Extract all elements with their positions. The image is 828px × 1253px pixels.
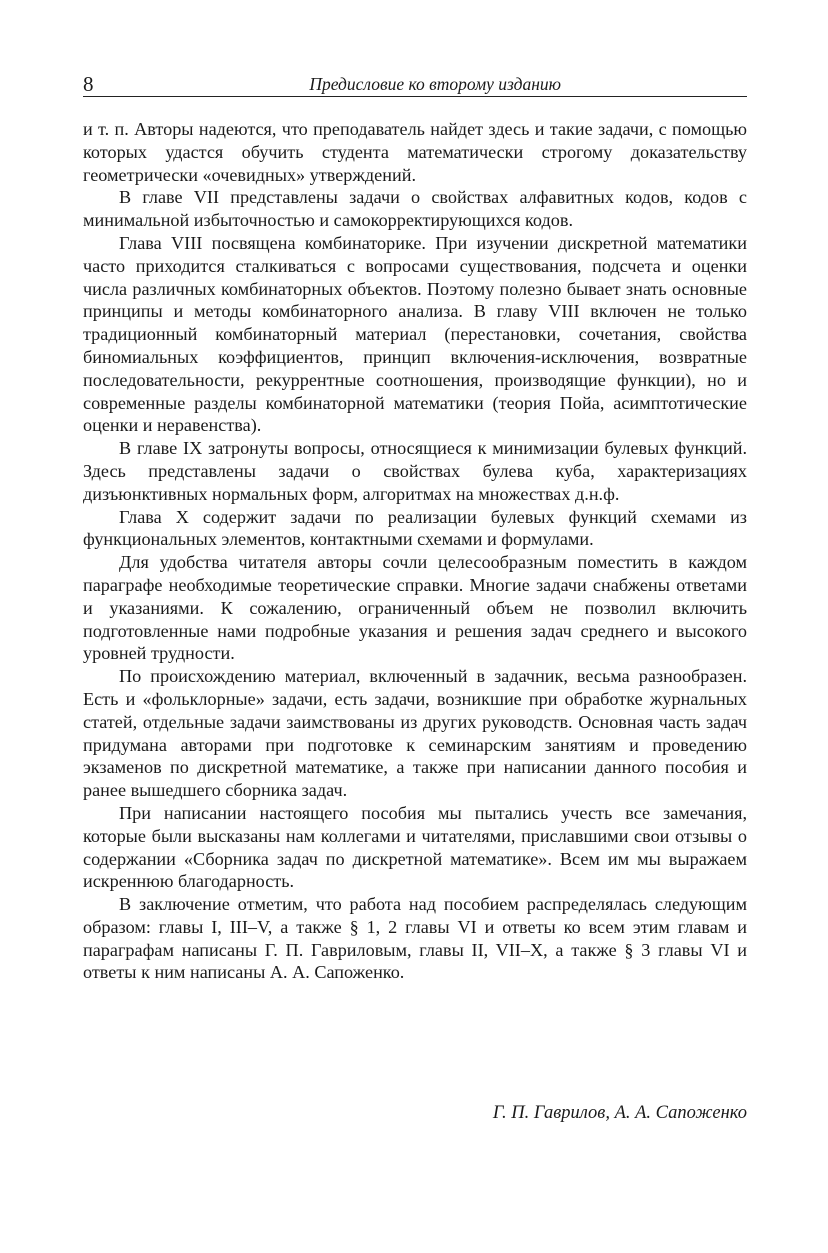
running-title: Предисловие ко второму изданию bbox=[309, 74, 561, 94]
paragraph-4: В главе IX затронуты вопросы, относящиеся к минимизации булевых функций. Здесь представлены задачи о свойствах булева куба, характеризациях дизъюнктивных нормальных форм, алгоритмах на множествах д.н.ф. bbox=[83, 438, 747, 504]
paragraph-3: Глава VIII посвящена комбинаторике. При изучении дискретной математики часто приходится сталкиваться с вопросами существования, подсчета и оценки числа различных комбинаторных объектов. Поэтому полезно бывает знать основные принципы и методы комбинаторного анализа. В главу VIII включен не только традиционный комбинаторный материал (перестановки, сочетания, свойства биномиальных коэффициентов, принцип включения-исключения, возвратные последовательности, рекуррентные соотношения, производящие функции), но и современные разделы комбинаторной математики (теория Пойа, асимптотические оценки и неравенства). bbox=[83, 232, 747, 436]
page-number: 8 bbox=[83, 72, 94, 96]
paragraph-1: и т. п. Авторы надеются, что преподаватель найдет здесь и такие задачи, с помощью которых удастся обучить студента математически строгому доказательству геометрически «очевидных» утверждений. bbox=[83, 119, 747, 185]
paragraph-7: По происхождению материал, включенный в задачник, весьма разнообразен. Есть и «фольклорные» задачи, есть задачи, возникшие при обработке журнальных статей, отдельные задачи заимствованы из других руководств. Основная часть задач придумана авторами при подготовке к семинарским занятиям и проведению экзаменов по дискретной математике, а также при написании данного пособия и ранее вышедшего сборника задач. bbox=[83, 666, 747, 801]
paragraph-8: При написании настоящего пособия мы пытались учесть все замечания, которые были высказаны нам коллегами и читателями, приславшими свои отзывы о содержании «Сборника задач по дискретной математике». Всем им мы выражаем искреннюю благодарность. bbox=[83, 802, 747, 892]
body-text bbox=[83, 118, 747, 984]
paragraph-2: В главе VII представлены задачи о свойствах алфавитных кодов, кодов с минимальной избыточностью и самокорректирующихся кодов. bbox=[83, 187, 747, 231]
paragraph-6: Для удобства читателя авторы сочли целесообразным поместить в каждом параграфе необходимые теоретические справки. Многие задачи снабжены ответами и указаниями. К сожалению, ограниченный объем не позволил включить подготовленные нами подробные указания и решения задач среднего и высокого уровней трудности. bbox=[83, 552, 747, 664]
paragraph-5: Глава X содержит задачи по реализации булевых функций схемами из функциональных элементов, контактными схемами и формулами. bbox=[83, 506, 747, 550]
paragraph-9: В заключение отметим, что работа над пособием распределялась следующим образом: главы I, III–V, а также § 1, 2 главы VI и ответы ко всем этим главам и параграфам написаны Г. П. Гавриловым, главы II, VII–X, а также § 3 главы VI и ответы к ним написаны А. А. Сапоженко. bbox=[83, 894, 747, 983]
running-header bbox=[83, 70, 747, 97]
author-signature: Г. П. Гаврилов, А. А. Сапоженко bbox=[492, 1103, 747, 1123]
